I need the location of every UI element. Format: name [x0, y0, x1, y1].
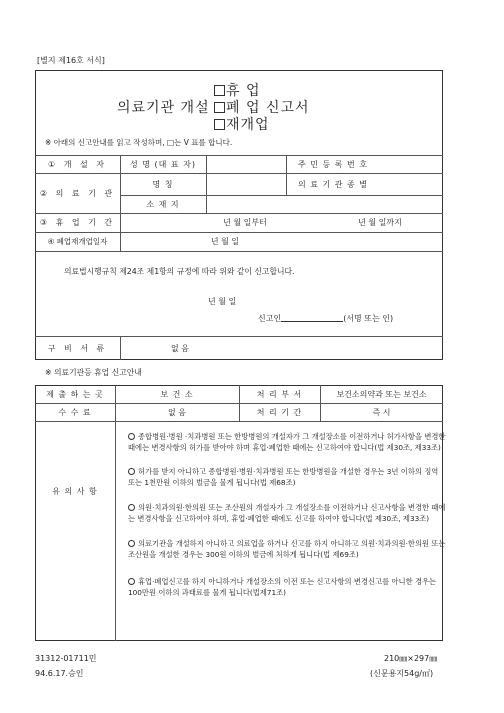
- footer-paper: (신문용지54g/㎡): [370, 669, 434, 678]
- period-label-guide: 처 리 기 간: [256, 407, 303, 417]
- title-option-suspend[interactable]: 휴 업: [214, 80, 261, 100]
- guide-title: ※ 의료기관등 휴업 신고안내: [45, 368, 142, 377]
- circle-bullet-icon: [128, 433, 135, 440]
- checkbox-suspend[interactable]: [214, 85, 225, 96]
- grid-line: [115, 385, 116, 641]
- footer-size: 210㎜×297㎜: [384, 654, 438, 663]
- period-label: ③ 휴 업 기 간: [39, 218, 116, 227]
- circle-bullet-icon: [128, 540, 135, 547]
- notes-label: 유 의 사 항: [52, 486, 98, 496]
- period-from[interactable]: 년 월 일부터: [223, 218, 267, 227]
- institution-address-label: 소 재 지: [146, 199, 180, 209]
- note-item: 허가를 받지 아니하고 종합병원·병원·치과병원 또는 한방병원을 개설한 경우는 3년 이하의 징역 또는 1천만원 이하의 벌금을 물게 됩니다(법 제68조): [128, 467, 439, 487]
- grid-line: [35, 251, 443, 252]
- form-number: [별지 제16호 서식]: [37, 56, 105, 65]
- title-option-reopen[interactable]: 재개업: [214, 114, 270, 134]
- footer-code: 31312-01711민: [35, 654, 97, 663]
- founder-id-input[interactable]: [380, 155, 443, 173]
- founder-label: ① 개 설 자: [48, 159, 107, 169]
- date-label: ④ 폐업재개업일자: [47, 237, 108, 246]
- title-option-close[interactable]: 폐 업 신고서: [214, 97, 310, 117]
- note-item: 의원·치과의원·한의원 또는 조산원의 개설자가 그 개설장소를 이전하거나 신고사항을 변경한 때에는 변경사항을 신고하여야 하며, 휴업·폐업한 때에도 신고를 하여야 합니다(법 제30조, 제33조): [128, 503, 446, 523]
- declaration-text: 의료법시행규칙 제24조 제1항의 규정에 따라 위와 같이 신고합니다.: [64, 267, 295, 276]
- submit-label: 제 출 하 는 곳: [46, 389, 104, 399]
- note-item: 휴업·폐업신고를 하지 아니하거나 개설장소의 이전 또는 신고사항의 변경신고를 아니한 경우는 100만원 이하의 과태료를 물게 됩니다(법제71조): [128, 577, 437, 597]
- founder-id-label: 주 민 등 록 번 호: [297, 159, 369, 169]
- circle-bullet-icon: [128, 468, 135, 475]
- period-value-guide: 즉 시: [372, 407, 391, 417]
- footer-approval: 94.6.17.승인: [35, 669, 84, 678]
- checkbox-reopen[interactable]: [214, 119, 225, 130]
- institution-label: ② 의 료 기 관: [39, 188, 116, 198]
- founder-name-label: 성 명 (대 표 자): [129, 159, 197, 169]
- fee-label: 수 수 료: [58, 407, 92, 417]
- signer-line[interactable]: 신고인 (서명 또는 인): [258, 314, 394, 323]
- dept-value: 보건소의약과 또는 보건소: [336, 389, 427, 399]
- date-line[interactable]: 년 월 일: [208, 297, 237, 306]
- institution-type-label: 의 료 기 관 종 별: [297, 179, 369, 189]
- title-prefix: 의료기관 개설: [117, 100, 210, 116]
- signature-field[interactable]: [281, 313, 343, 322]
- fee-value: 없 음: [168, 407, 186, 417]
- instruction-text: ※ 아래의 신고안내를 읽고 작성하며, □는 V 표를 합니다.: [45, 138, 233, 147]
- documents-value: 없 음: [171, 343, 189, 353]
- institution-name-label: 명 칭: [152, 179, 174, 189]
- checkbox-close[interactable]: [214, 102, 225, 113]
- submit-value: 보 건 소: [160, 389, 194, 399]
- circle-bullet-icon: [128, 578, 135, 585]
- note-item: 종합병원·병원 ·치과병원 또는 한방병원의 개설자가 그 개설장소를 이전하거나 허가사항을 변경한 때에는 변경사항의 허가를 받아야 하며 휴업·폐업한 때에는 신고하여야 합니다(법 제30조, 제33조): [128, 432, 446, 452]
- note-item: 의료기관을 개설하지 아니하고 의료업을 하거나 신고를 하지 아니하고 의원·치과의원·한의원 또는 조산원을 개설한 경우는 300원 이하의 벌금에 처하게 됩니다(법 제69조): [128, 539, 446, 559]
- dept-label: 처 리 부 서: [256, 389, 303, 399]
- documents-label: 구 비 서 류: [47, 343, 108, 353]
- period-to[interactable]: 년 월 일까지: [358, 218, 402, 227]
- date-value[interactable]: 년 월 일: [210, 237, 240, 246]
- circle-bullet-icon: [128, 504, 135, 511]
- founder-name-input[interactable]: [206, 155, 286, 173]
